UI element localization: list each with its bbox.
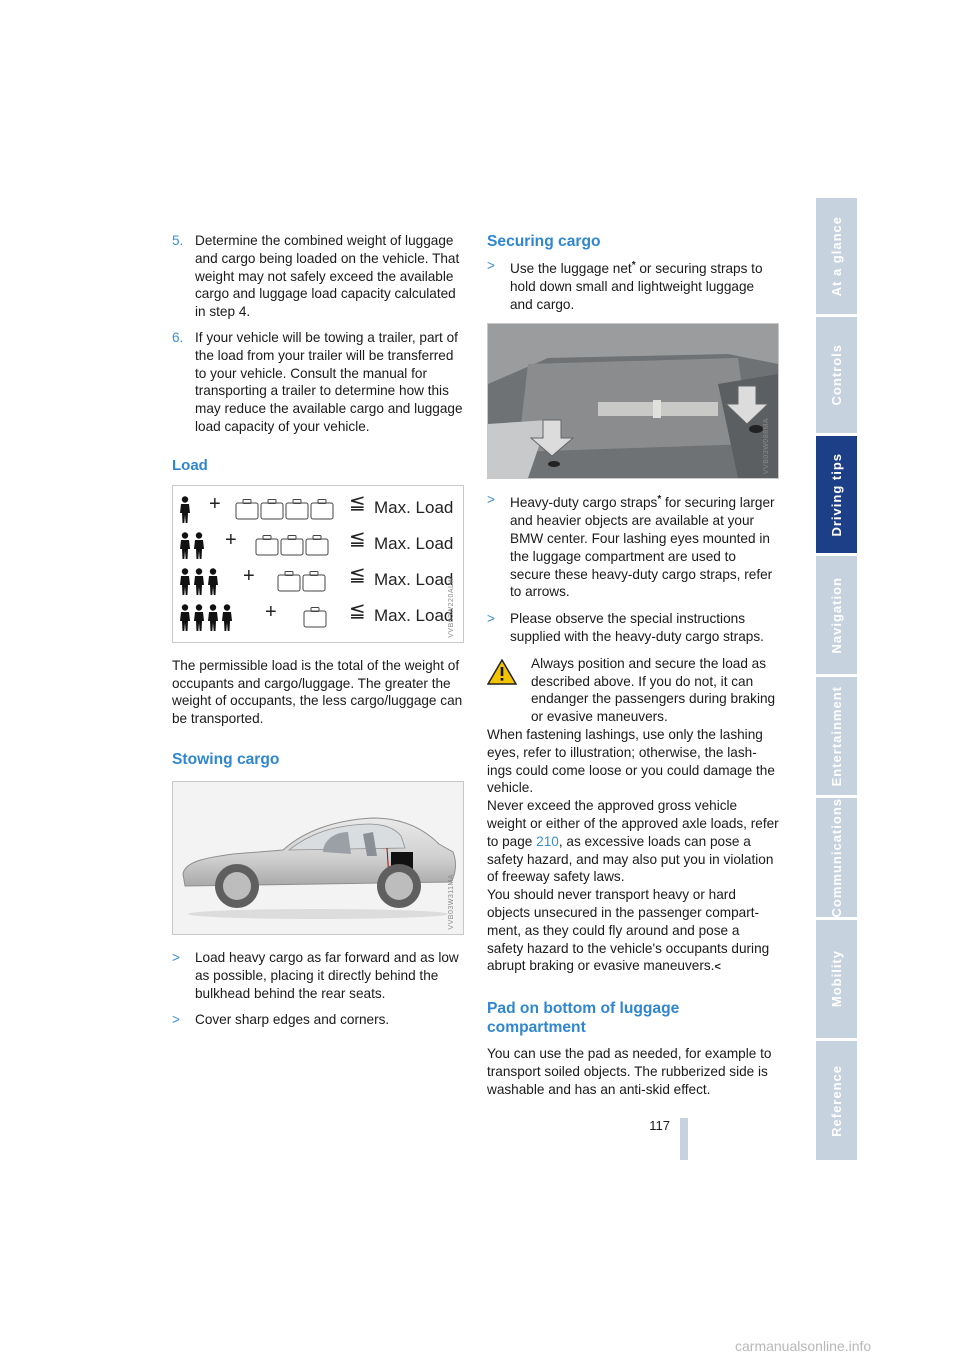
tab-label: Driving tips — [829, 452, 844, 537]
stowing-bullet — [172, 949, 464, 1002]
load-figure — [172, 485, 464, 643]
suitcase-icon — [302, 570, 326, 592]
suitcase-icon — [255, 534, 279, 556]
person-icon — [179, 568, 191, 596]
bullet-text: Cover sharp edges and corners. — [195, 1012, 390, 1028]
step-number: 5. — [172, 233, 184, 248]
person-icon — [193, 568, 205, 596]
person-icon — [179, 496, 191, 524]
plus-sign: + — [265, 600, 277, 623]
tab-label: At a glance — [829, 215, 844, 297]
tab-label: Controls — [829, 344, 844, 406]
figure-code: VVB03W220ALW — [448, 577, 456, 638]
bullet-mark: > — [487, 611, 495, 627]
footer-watermark: carmanualsonline.info — [735, 1338, 872, 1354]
tab-navigation[interactable] — [816, 556, 857, 674]
bullet-mark: > — [487, 492, 495, 508]
person-icon — [179, 604, 191, 632]
securing-heading: Securing cargo — [487, 233, 601, 250]
end-mark: < — [714, 961, 721, 974]
max-load-label: Max. Load — [374, 497, 454, 517]
plus-sign: + — [209, 492, 221, 515]
step-item — [172, 232, 464, 321]
suitcase-icon — [305, 534, 329, 556]
left-column — [172, 232, 464, 1038]
right-column — [487, 232, 779, 1109]
bullet-text: Load heavy cargo as far forward and as low as possible, placing it directly behind the bulkhead behind the rear seats. — [195, 949, 459, 1001]
bullet-mark: > — [172, 949, 180, 965]
tab-driving-tips[interactable] — [816, 436, 857, 553]
pad-paragraph: You can use the pad as needed, for example to transport soiled objects. The rubberized side is washable and has an anti-skid effect. — [487, 1046, 772, 1097]
securing-bullet — [487, 610, 779, 646]
person-icon — [207, 604, 219, 632]
step-item — [172, 329, 464, 436]
stowing-bullet — [172, 1011, 464, 1029]
max-load-label: Max. Load — [374, 533, 454, 553]
tab-communications[interactable] — [816, 798, 857, 917]
less-equal-sign: ≦ — [349, 599, 366, 622]
figure-code: VVB03W311MA — [448, 874, 456, 930]
step-text: If your vehicle will be towing a trailer, part of the load from your trailer will be transferred to your vehicle. Consult the manual for transporting a trailer to determine how this may reduce the available cargo and luggage load capacity of your vehicle. — [195, 329, 463, 434]
tab-controls[interactable] — [816, 317, 857, 433]
load-row — [179, 527, 459, 560]
securing-bullet — [487, 491, 779, 601]
warning-text-3-end: , as excessive loads can pose a safety hazard, and may also put you in violation of freeway safety laws. — [487, 833, 774, 885]
suitcase-icon — [280, 534, 304, 556]
bullet-text: Please observe the special instructions supplied with the heavy-duty cargo straps. — [510, 611, 764, 644]
person-icon — [221, 604, 233, 632]
suitcase-icon — [277, 570, 301, 592]
page-reference-link[interactable]: 210 — [536, 833, 559, 849]
car-cargo-figure — [172, 781, 464, 935]
tab-entertainment[interactable] — [816, 677, 857, 795]
tab-label: Entertainment — [829, 685, 844, 787]
chapter-sidebar — [816, 198, 857, 1160]
warning-paragraph-3 — [487, 797, 779, 886]
less-equal-sign: ≦ — [349, 527, 366, 550]
tab-mobility[interactable] — [816, 920, 857, 1038]
tab-label: Mobility — [829, 950, 844, 1008]
suitcase-icon — [260, 498, 284, 520]
pad-heading: Pad on bottom of luggage compartment — [487, 1000, 680, 1037]
bullet-text-start: Use the luggage net — [510, 261, 632, 276]
warning-text-3-start: Never exceed the approved gross vehicle weight or either of the approved axle loads, refer to page — [487, 798, 779, 849]
bullet-mark: > — [487, 258, 495, 273]
person-icon — [193, 604, 205, 632]
warning-text-2: When fastening lashings, use only the lashing eyes, refer to illustration; otherwise, the lash-ings could come loose or you could damage the vehicle. — [487, 726, 775, 796]
tab-at-a-glance[interactable] — [816, 198, 857, 314]
load-heading: Load — [172, 456, 208, 474]
step-text: Determine the combined weight of luggage and cargo being loaded on the vehicle. That weight may not safely exceed the available cargo and luggage load capacity calculated in step 4. — [195, 233, 460, 320]
plus-sign: + — [225, 528, 237, 551]
bullet-text-end: or securing straps to hold down small and lightweight luggage and cargo. — [510, 261, 763, 312]
bullet-text-start: Heavy-duty cargo straps — [510, 495, 658, 511]
step-number: 6. — [172, 329, 184, 345]
warning-triangle-icon — [487, 659, 517, 685]
person-icon — [207, 568, 219, 596]
tab-label: Communications — [829, 797, 844, 918]
load-row — [179, 563, 459, 596]
load-paragraph: The permissible load is the total of the weight of occupants and cargo/luggage. The greater the weight of occupants, the less cargo/luggage can be transported. — [172, 657, 463, 727]
luggage-compartment-figure — [487, 323, 779, 479]
warning-text-4: You should never transport heavy or hard objects unsecured in the passenger compart-ment, as they could fly around and pose a safety hazard to the vehicle's occupants during abrupt braking or evasive maneuvers. — [487, 887, 770, 974]
load-row — [179, 491, 459, 524]
tab-label: Reference — [829, 1064, 844, 1137]
max-load-label: Max. Load — [374, 569, 454, 589]
bullet-mark: > — [172, 1012, 180, 1028]
page-number: 117 — [649, 1118, 670, 1133]
tab-label: Navigation — [829, 576, 844, 654]
max-load-label: Max. Load — [374, 605, 454, 625]
figure-code: VVB03W088MA — [763, 418, 771, 475]
person-icon — [193, 532, 205, 560]
trunk-photo — [488, 324, 778, 478]
securing-bullet — [487, 257, 779, 313]
plus-sign: + — [243, 564, 255, 587]
suitcase-icon — [285, 498, 309, 520]
warning-text-1: Always position and secure the load as described above. If you do not, it can endanger the passengers during braking or evasive maneuvers. — [531, 655, 776, 725]
person-icon — [179, 532, 191, 560]
warning-paragraph-4 — [487, 886, 779, 977]
car-illustration — [173, 782, 463, 934]
less-equal-sign: ≦ — [349, 563, 366, 586]
suitcase-icon — [310, 498, 334, 520]
optional-equipment-star: * — [657, 494, 662, 506]
stowing-heading: Stowing cargo — [172, 750, 280, 768]
optional-equipment-star: * — [631, 260, 636, 271]
page-number-bar — [680, 1118, 688, 1160]
less-equal-sign: ≦ — [349, 491, 366, 514]
bullet-text-end: for securing larger and heavier objects are available at your BMW center. Four lashing eyes mounted in the luggage compartment are used to secure these heavy-duty cargo straps, refer to arrows. — [510, 495, 775, 600]
suitcase-icon — [303, 606, 327, 628]
suitcase-icon — [235, 498, 259, 520]
tab-reference[interactable] — [816, 1041, 857, 1160]
warning-note — [487, 655, 779, 977]
